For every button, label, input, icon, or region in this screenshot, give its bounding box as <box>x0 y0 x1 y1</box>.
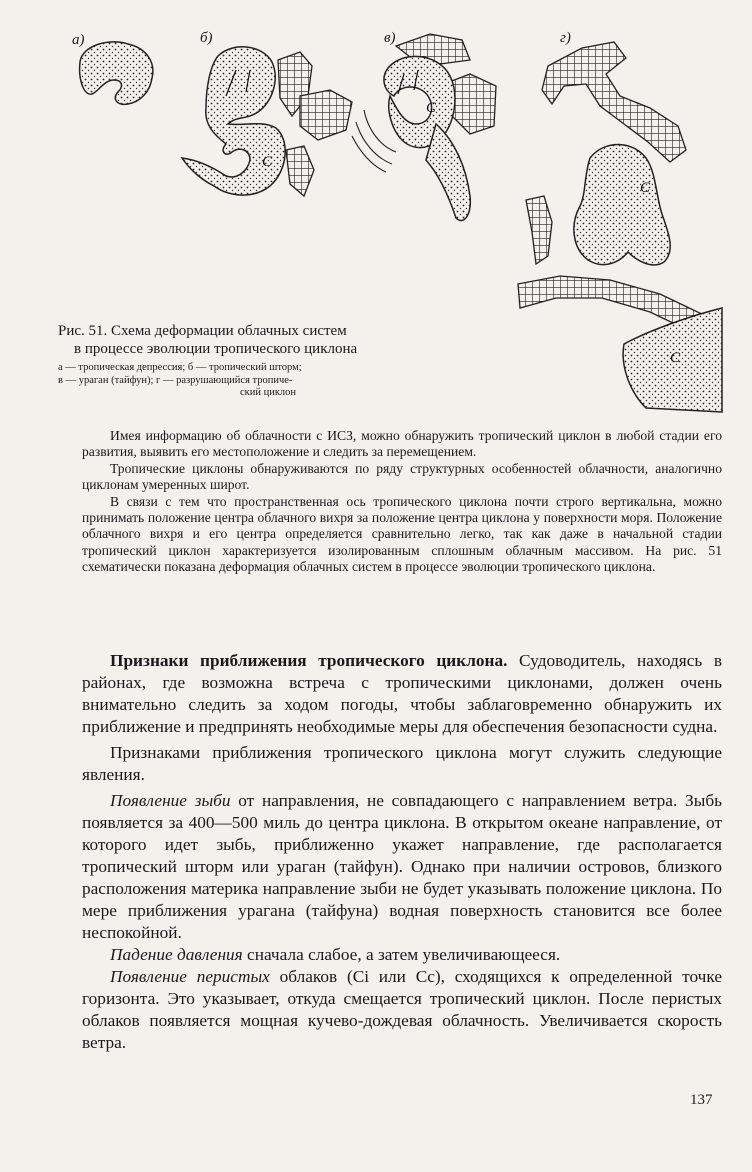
panel-c-cloud <box>352 34 496 221</box>
page-number: 137 <box>690 1092 713 1108</box>
paragraph-approach-signs: Признаки приближения тропического циклона. Судоводитель, находясь в районах, где возможна встреча с тропическими циклонами, должен очень внимательно следить за ходом погоды, чтобы заблаговременно обнаружить их приближение и предпринять необходимые меры для обеспечения безопасности судна. <box>82 651 723 736</box>
paragraph-pressure: Падение давления сначала слабое, а затем увеличивающееся. <box>110 945 561 964</box>
section-heading: Признаки приближения тропического циклона. <box>110 651 508 670</box>
caption-legend: а — тропическая депрессия; б — тропический шторм; в — ураган (тайфун); г — разрушающийся тропиче- ский циклон <box>58 362 302 398</box>
figure-caption <box>58 322 478 400</box>
center-mark-d2: С <box>670 350 681 366</box>
panel-label-c: в) <box>384 30 396 46</box>
figure-51 <box>0 0 752 420</box>
panel-label-b: б) <box>200 30 213 46</box>
paragraph: Имея информацию об облачности с ИСЗ, можно обнаружить тропический циклон в любой стадии его развития, выявить его местоположение и следить за перемещением. <box>82 428 722 460</box>
paragraph: В связи с тем что пространственная ось тропического циклона почти строго вертикальна, можно принимать положение центра облачного вихря за положение центра циклона у поверхности моря. Положение облачного вихря и его центра определяется сравнительно легко, так как даже в начальной стадии тропический циклон характеризуется изолированным сплошным облачным массивом. На рис. 51 схематически показана деформация облачных систем в процессе эволюции тропического циклона. <box>82 493 722 575</box>
panel-a-cloud <box>80 42 153 104</box>
paragraph-swell: Появление зыби от направления, не совпадающего с направлением ветра. Зыбь появляется за 400—500 миль до центра циклона. В открытом океане направление, от которого идет зыбь, приближенно укажет направление, где располагается тропический шторм или ураган (тайфун). Однако при наличии островов, близкого расположения материка направление зыби не будет указывать положение циклона. По мере приближения урагана (тайфуна) водная поверхность становится все более неспокойной. <box>82 791 722 942</box>
panel-label-d: г) <box>560 30 571 46</box>
paragraph-cirrus: Появление перистых облаков (Ci или Cc), сходящихся к определенной точке горизонта. Это указывает, откуда смещается тропический циклон. После перистых облаков появляется мощная кучево-дождевая облачность. Увеличивается скорость ветра. <box>82 967 722 1052</box>
center-mark-c: С <box>426 100 437 116</box>
panel-label-a: а) <box>72 32 85 48</box>
panel-b-cloud <box>182 47 352 196</box>
caption-title: Рис. 51. Схема деформации облачных систем в процессе эволюции тропического циклона <box>58 323 358 357</box>
center-mark-b: С <box>262 154 273 170</box>
paragraph: Тропические циклоны обнаруживаются по ряду структурных особенностей облачности, аналогично циклонам умеренных широт. <box>82 460 722 493</box>
main-text <box>82 650 722 1054</box>
paragraph: Признаками приближения тропического циклона могут служить следующие явления. <box>82 743 722 784</box>
small-print-text <box>82 428 722 576</box>
panel-d-cloud <box>518 42 722 412</box>
center-mark-d1: С <box>640 180 651 196</box>
